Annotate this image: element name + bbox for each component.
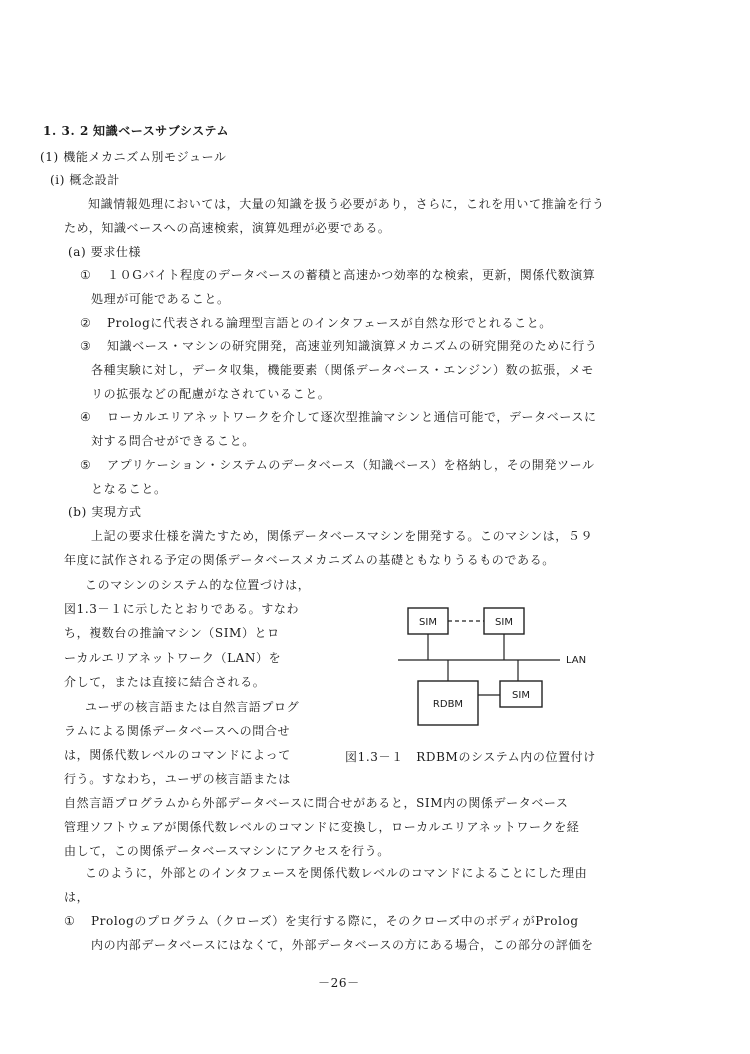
req-line: 対する問合せができること。 bbox=[91, 434, 255, 448]
req-line: Prologに代表される論理型言語とのインタフェースが自然な形でとれること。 bbox=[107, 316, 552, 330]
req-line: １０Gバイト程度のデータベースの蓄積と高速かつ効率的な検索，更新，関係代数演算 bbox=[107, 268, 596, 282]
reason-marker: ① bbox=[64, 914, 76, 928]
impl-line: ラムによる関係データベースへの問合せ bbox=[64, 724, 291, 738]
req-line: リの拡張などの配慮がなされていること。 bbox=[91, 387, 331, 401]
impl-line: 介して，または直接に結合される。 bbox=[64, 675, 266, 689]
item-i-heading: (i) 概念設計 bbox=[50, 173, 120, 187]
reason-line: Prologのプログラム（クローズ）を実行する際に，そのクローズ中のボディがProlog bbox=[91, 914, 579, 928]
section-number: 1. 3. 2 bbox=[43, 124, 89, 138]
body-line: は， bbox=[64, 890, 90, 904]
impl-line: 上記の要求仕様を満たすため，関係データベースマシンを開発する。このマシンは，５９ bbox=[91, 529, 594, 543]
req-marker: ④ bbox=[80, 410, 92, 424]
body-line: 自然言語プログラムから外部データベースに問合せがあると，SIM内の関係データベース bbox=[64, 796, 569, 810]
req-marker: ① bbox=[80, 268, 92, 282]
body-line: このように，外部とのインタフェースを関係代数レベルのコマンドによることにした理由 bbox=[85, 866, 588, 880]
impl-line: ユーザの核言語または自然言語プログ bbox=[85, 700, 300, 714]
impl-line: ち，複数台の推論マシン（SIM）とロ bbox=[64, 626, 280, 640]
req-line: ローカルエリアネットワークを介して逐次型推論マシンと通信可能で，データベースに bbox=[107, 410, 597, 424]
body-line: 管理ソフトウェアが関係代数レベルのコマンドに変換し，ローカルエリアネットワークを経 bbox=[64, 820, 580, 834]
rdbm-system-diagram bbox=[390, 600, 600, 740]
sim-label-2: SIM bbox=[495, 617, 513, 628]
intro-line: 知識情報処理においては，大量の知識を扱う必要があり，さらに，これを用いて推論を行う bbox=[88, 197, 605, 211]
impl-line: ーカルエリアネットワーク（LAN）を bbox=[64, 651, 282, 665]
page-number: －26－ bbox=[318, 976, 360, 990]
rdbm-label: RDBM bbox=[432, 699, 464, 710]
intro-line: ため，知識ベースへの高速検索，演算処理が必要である。 bbox=[64, 221, 391, 235]
subsection-heading: (1) 機能メカニズム別モジュール bbox=[40, 150, 227, 164]
req-line: 各種実験に対し，データ収集，機能要素（関係データベース・エンジン）数の拡張，メモ bbox=[91, 363, 594, 377]
impl-line: 年度に試作される予定の関係データベースメカニズムの基礎ともなりうるものである。 bbox=[64, 553, 555, 567]
req-line: 知識ベース・マシンの研究開発，高速並列知識演算メカニズムの研究開発のために行う bbox=[107, 339, 598, 353]
impl-line: は，関係代数レベルのコマンドによって bbox=[64, 748, 291, 762]
req-marker: ⑤ bbox=[80, 458, 92, 472]
reason-line: 内の内部データベースにはなくて，外部データベースの方にある場合，この部分の評価を bbox=[91, 938, 594, 952]
sim-label-1: SIM bbox=[419, 617, 437, 628]
section-title: 知識ベースサブシステム bbox=[93, 124, 230, 138]
figure-caption: 図1.3－１ RDBMのシステム内の位置付け bbox=[345, 750, 596, 764]
item-b-heading: (b) 実現方式 bbox=[68, 505, 142, 519]
item-a-heading: (a) 要求仕様 bbox=[68, 245, 142, 259]
req-marker: ② bbox=[80, 316, 92, 330]
impl-line: 図1.3－１に示したとおりである。すなわ bbox=[64, 602, 300, 616]
sim-label-3: SIM bbox=[512, 690, 530, 701]
req-line: アプリケーション・システムのデータベース（知識ベース）を格納し，その開発ツール bbox=[107, 458, 595, 472]
req-marker: ③ bbox=[80, 339, 92, 353]
impl-line: 行う。すなわち，ユーザの核言語または bbox=[64, 772, 291, 786]
lan-label: LAN bbox=[566, 655, 587, 666]
body-line: 由して，この関係データベースマシンにアクセスを行う。 bbox=[64, 844, 390, 858]
req-line: となること。 bbox=[91, 482, 167, 496]
req-line: 処理が可能であること。 bbox=[91, 292, 230, 306]
impl-line: このマシンのシステム的な位置づけは， bbox=[85, 578, 311, 592]
